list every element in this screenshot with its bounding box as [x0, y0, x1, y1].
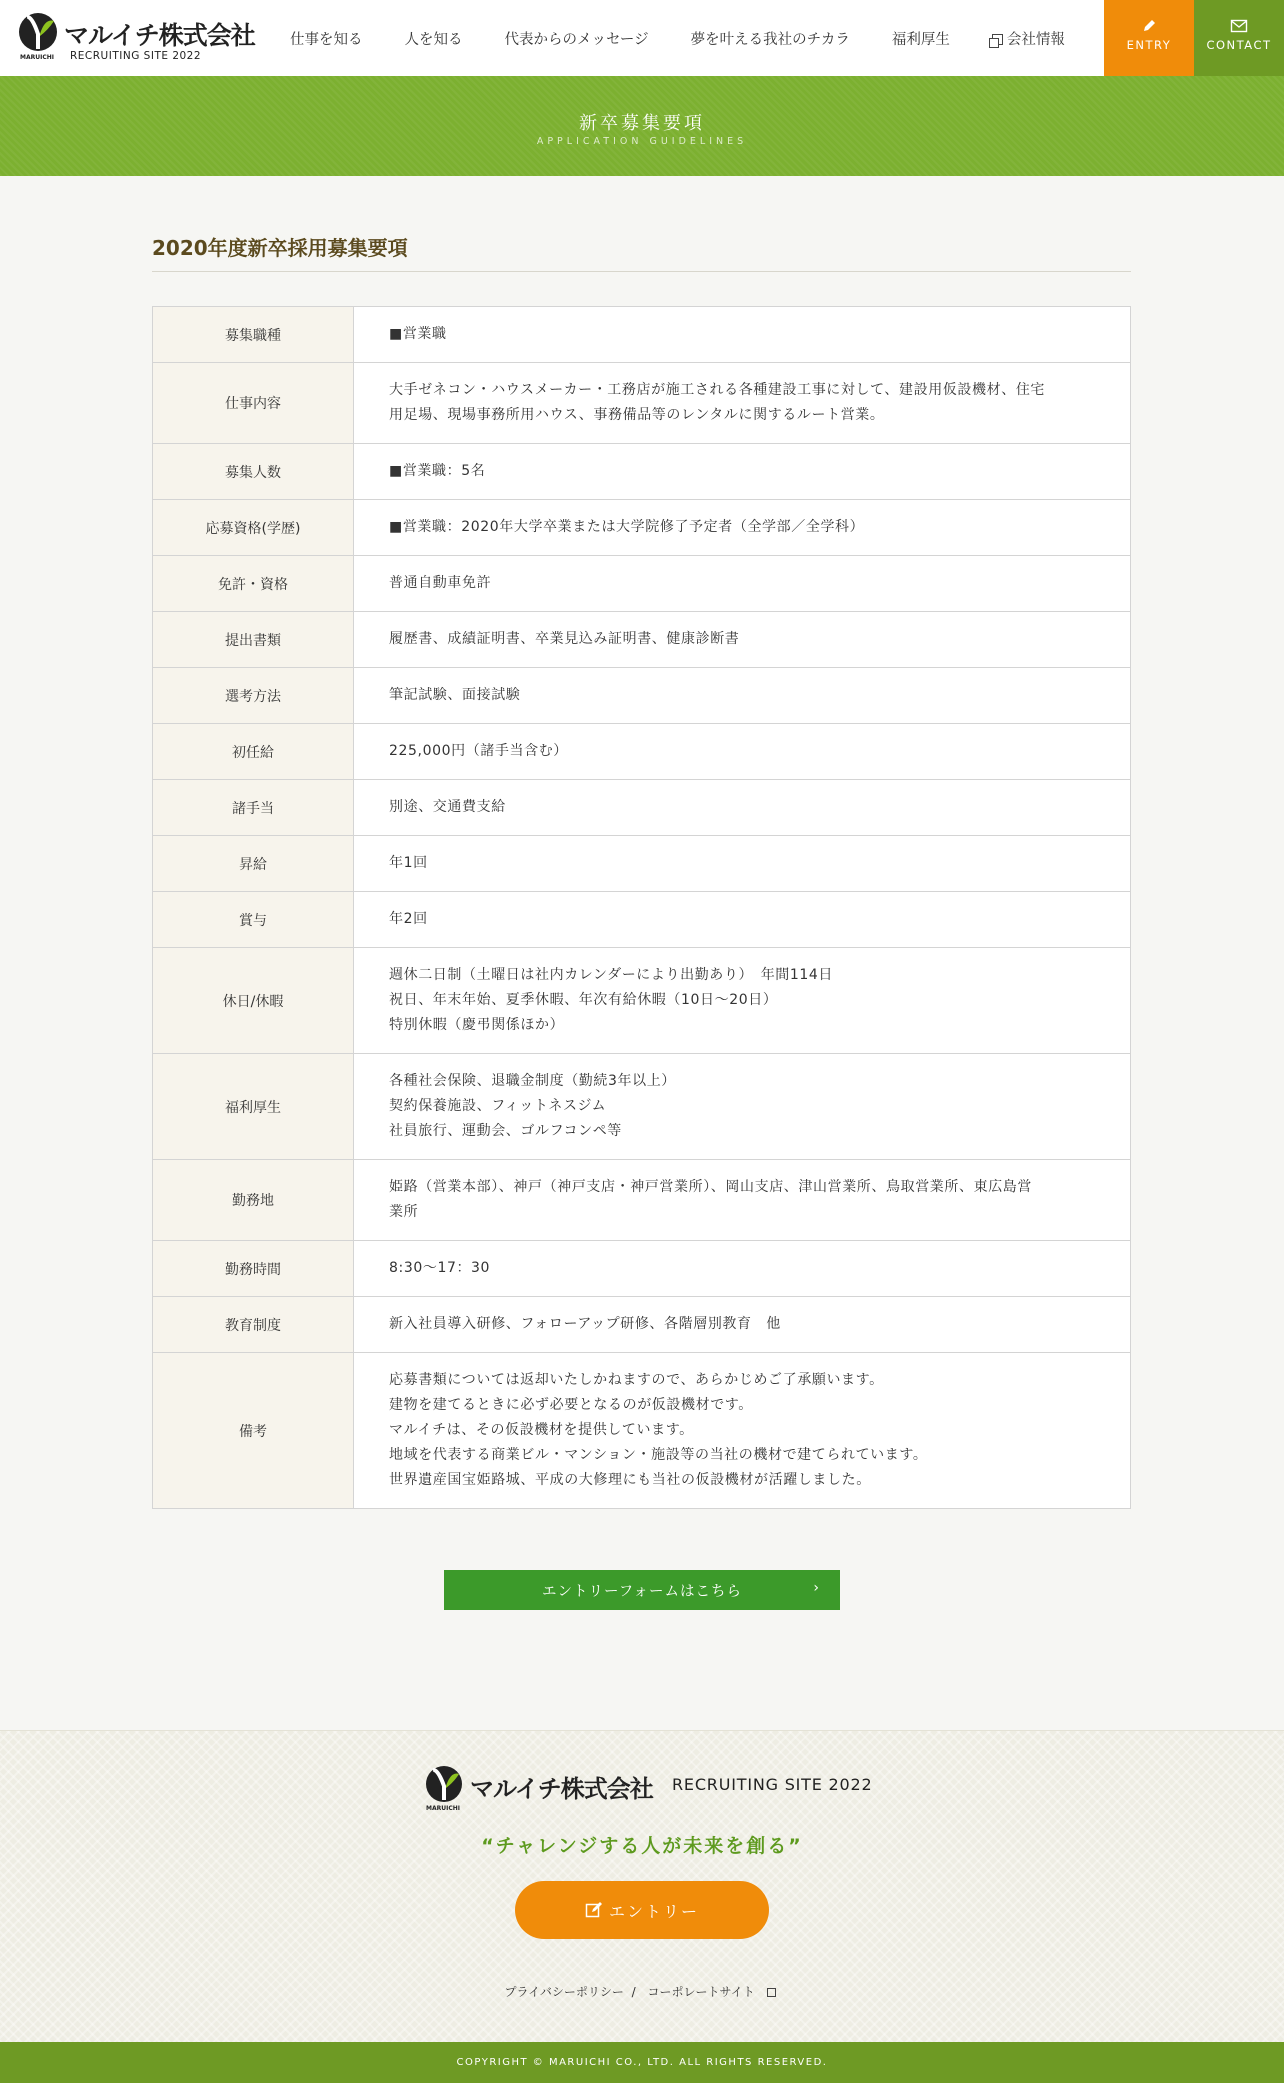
nav-item-strength[interactable]: 夢を叶える我社のチカラ — [690, 31, 850, 48]
nav-item-welfare[interactable]: 福利厚生 — [891, 31, 950, 48]
row-value-line: ■営業職：5名 — [389, 463, 486, 479]
row-value — [354, 948, 1131, 1054]
pencil-icon — [1140, 18, 1158, 34]
row-value-line: 週休二日制（土曜日は社内カレンダーにより出勤あり） 年間114日 — [389, 967, 834, 983]
table-row — [153, 307, 1131, 363]
main-nav — [290, 0, 1065, 76]
site-footer — [0, 1730, 1284, 2042]
row-label: 福利厚生 — [153, 1054, 354, 1160]
row-value-line: 用足場、現場事務所用ハウス、事務備品等のレンタルに関するルート営業。 — [389, 407, 885, 423]
page-title: 新卒募集要項 — [579, 113, 705, 134]
row-label: 免許・資格 — [153, 556, 354, 612]
row-label: 休日/休暇 — [153, 948, 354, 1054]
row-value-line: 各種社会保険、退職金制度（勤続3年以上） — [389, 1073, 676, 1089]
edit-icon — [585, 1901, 603, 1919]
external-link-icon — [992, 34, 1003, 45]
main-content — [0, 176, 1284, 1730]
external-link-icon — [767, 1988, 776, 1997]
table-row — [153, 1054, 1131, 1160]
row-value — [354, 780, 1131, 836]
row-label: 勤務地 — [153, 1160, 354, 1241]
row-value-line: 特別休暇（慶弔関係ほか） — [389, 1017, 565, 1033]
footer-link-separator: / — [631, 1985, 636, 1999]
table-row — [153, 948, 1131, 1054]
row-value-line: 225,000円（諸手当含む） — [389, 743, 568, 759]
row-label: 応募資格(学歴) — [153, 500, 354, 556]
table-row — [153, 612, 1131, 668]
row-value-line: ■営業職：2020年大学卒業または大学院修了予定者（全学部／全学科） — [389, 519, 865, 535]
page-banner — [0, 76, 1284, 176]
site-header — [0, 0, 1284, 76]
row-value — [354, 1160, 1131, 1241]
table-row — [153, 444, 1131, 500]
table-row — [153, 836, 1131, 892]
row-value — [354, 307, 1131, 363]
copyright: COPYRIGHT © MARUICHI CO., LTD. ALL RIGHTS RESERVED. — [0, 2042, 1284, 2083]
row-value-line: 筆記試験、面接試験 — [389, 687, 521, 703]
table-row — [153, 780, 1131, 836]
row-label: 初任給 — [153, 724, 354, 780]
corporate-site-label: コーポレートサイト — [647, 1985, 755, 1999]
footer-entry-button[interactable] — [515, 1881, 769, 1939]
table-row — [153, 1160, 1131, 1241]
logo-brand-text: MARUICHI — [20, 54, 54, 61]
table-row — [153, 556, 1131, 612]
row-value — [354, 1241, 1131, 1297]
corporate-site-link[interactable] — [644, 1985, 780, 1999]
nav-item-company-label: 会社情報 — [1006, 31, 1065, 48]
row-value-line: 契約保養施設、フィットネスジム — [389, 1098, 607, 1114]
row-value — [354, 1353, 1131, 1509]
row-value-line: マルイチは、その仮設機材を提供しています。 — [389, 1422, 694, 1438]
mail-icon — [1230, 18, 1248, 34]
footer-tagline: “チャレンジする人が未来を創る” — [481, 1835, 803, 1857]
row-value-line: 業所 — [389, 1204, 419, 1220]
row-value-line: 地域を代表する商業ビル・マンション・施設等の当社の機材で建てられています。 — [389, 1447, 928, 1463]
row-value — [354, 363, 1131, 444]
row-value-line: 8:30～17：30 — [389, 1260, 491, 1276]
footer-logo-brand: MARUICHI — [426, 1805, 460, 1812]
table-row — [153, 1241, 1131, 1297]
header-entry-label: ENTRY — [1126, 38, 1172, 52]
row-value — [354, 1297, 1131, 1353]
footer-logo[interactable] — [424, 1765, 873, 1813]
row-value — [354, 444, 1131, 500]
row-label: 提出書類 — [153, 612, 354, 668]
row-value — [354, 724, 1131, 780]
table-row — [153, 500, 1131, 556]
nav-item-message[interactable]: 代表からのメッセージ — [504, 31, 649, 48]
row-value-line: 年1回 — [389, 855, 428, 871]
page-subtitle: APPLICATION GUIDELINES — [536, 136, 748, 147]
table-row — [153, 1297, 1131, 1353]
site-logo[interactable] — [18, 10, 258, 66]
row-label: 備考 — [153, 1353, 354, 1509]
row-value-line: 姫路（営業本部）、神戸（神戸支店・神戸営業所）、岡山支店、津山営業所、鳥取営業所、東広島営 — [389, 1179, 1032, 1195]
chevron-right-icon: › — [813, 1580, 820, 1596]
table-row — [153, 892, 1131, 948]
nav-item-company[interactable] — [992, 28, 1065, 49]
row-value-line: 建物を建てるときに必ず必要となるのが仮設機材です。 — [389, 1397, 753, 1413]
row-value-line: 履歴書、成績証明書、卒業見込み証明書、健康診断書 — [389, 631, 740, 647]
nav-item-people[interactable]: 人を知る — [404, 31, 463, 48]
row-label: 選考方法 — [153, 668, 354, 724]
logo-company-name: マルイチ株式会社 — [64, 21, 255, 50]
row-value — [354, 836, 1131, 892]
row-value-line: 新入社員導入研修、フォローアップ研修、各階層別教育 他 — [389, 1316, 781, 1332]
footer-entry-label: エントリー — [608, 1901, 699, 1921]
nav-item-work[interactable]: 仕事を知る — [290, 31, 363, 48]
entry-form-button[interactable] — [444, 1570, 840, 1610]
row-label: 賞与 — [153, 892, 354, 948]
row-value-line: 社員旅行、運動会、ゴルフコンペ等 — [389, 1123, 622, 1139]
table-row — [153, 363, 1131, 444]
table-row — [153, 724, 1131, 780]
header-contact-button[interactable] — [1194, 0, 1284, 76]
row-value — [354, 612, 1131, 668]
row-value — [354, 1054, 1131, 1160]
row-value-line: 年2回 — [389, 911, 428, 927]
row-value-line: 別途、交通費支給 — [389, 799, 506, 815]
row-value-line: 普通自動車免許 — [389, 575, 492, 591]
table-row — [153, 1353, 1131, 1509]
privacy-policy-link[interactable]: プライバシーポリシー — [504, 1985, 624, 1999]
row-label: 募集職種 — [153, 307, 354, 363]
row-value-line: 世界遺産国宝姫路城、平成の大修理にも当社の仮設機材が活躍しました。 — [389, 1472, 871, 1488]
row-label: 昇給 — [153, 836, 354, 892]
row-label: 仕事内容 — [153, 363, 354, 444]
footer-links — [0, 1983, 1284, 2000]
row-value-line: 祝日、年末年始、夏季休暇、年次有給休暇（10日～20日） — [389, 992, 778, 1008]
row-value-line: 大手ゼネコン・ハウスメーカー・工務店が施工される各種建設工事に対して、建設用仮設機材、住宅 — [389, 382, 1046, 398]
row-label: 勤務時間 — [153, 1241, 354, 1297]
row-value — [354, 556, 1131, 612]
row-label: 諸手当 — [153, 780, 354, 836]
guidelines-table — [152, 306, 1131, 1509]
row-label: 教育制度 — [153, 1297, 354, 1353]
row-label: 募集人数 — [153, 444, 354, 500]
header-contact-label: CONTACT — [1206, 38, 1272, 52]
row-value — [354, 668, 1131, 724]
row-value — [354, 892, 1131, 948]
table-row — [153, 668, 1131, 724]
row-value-line: 応募書類については返却いたしかねますので、あらかじめご了承願います。 — [389, 1372, 884, 1388]
row-value-line: ■営業職 — [389, 326, 447, 342]
header-entry-button[interactable] — [1104, 0, 1194, 76]
footer-logo-company: マルイチ株式会社 — [470, 1775, 653, 1803]
section-title: 2020年度新卒採用募集要項 — [152, 232, 1131, 272]
row-value — [354, 500, 1131, 556]
logo-subtitle: RECRUITING SITE 2022 — [70, 50, 202, 62]
entry-form-label: エントリーフォームはこちら — [541, 1583, 743, 1600]
footer-logo-subtitle: RECRUITING SITE 2022 — [672, 1775, 873, 1794]
